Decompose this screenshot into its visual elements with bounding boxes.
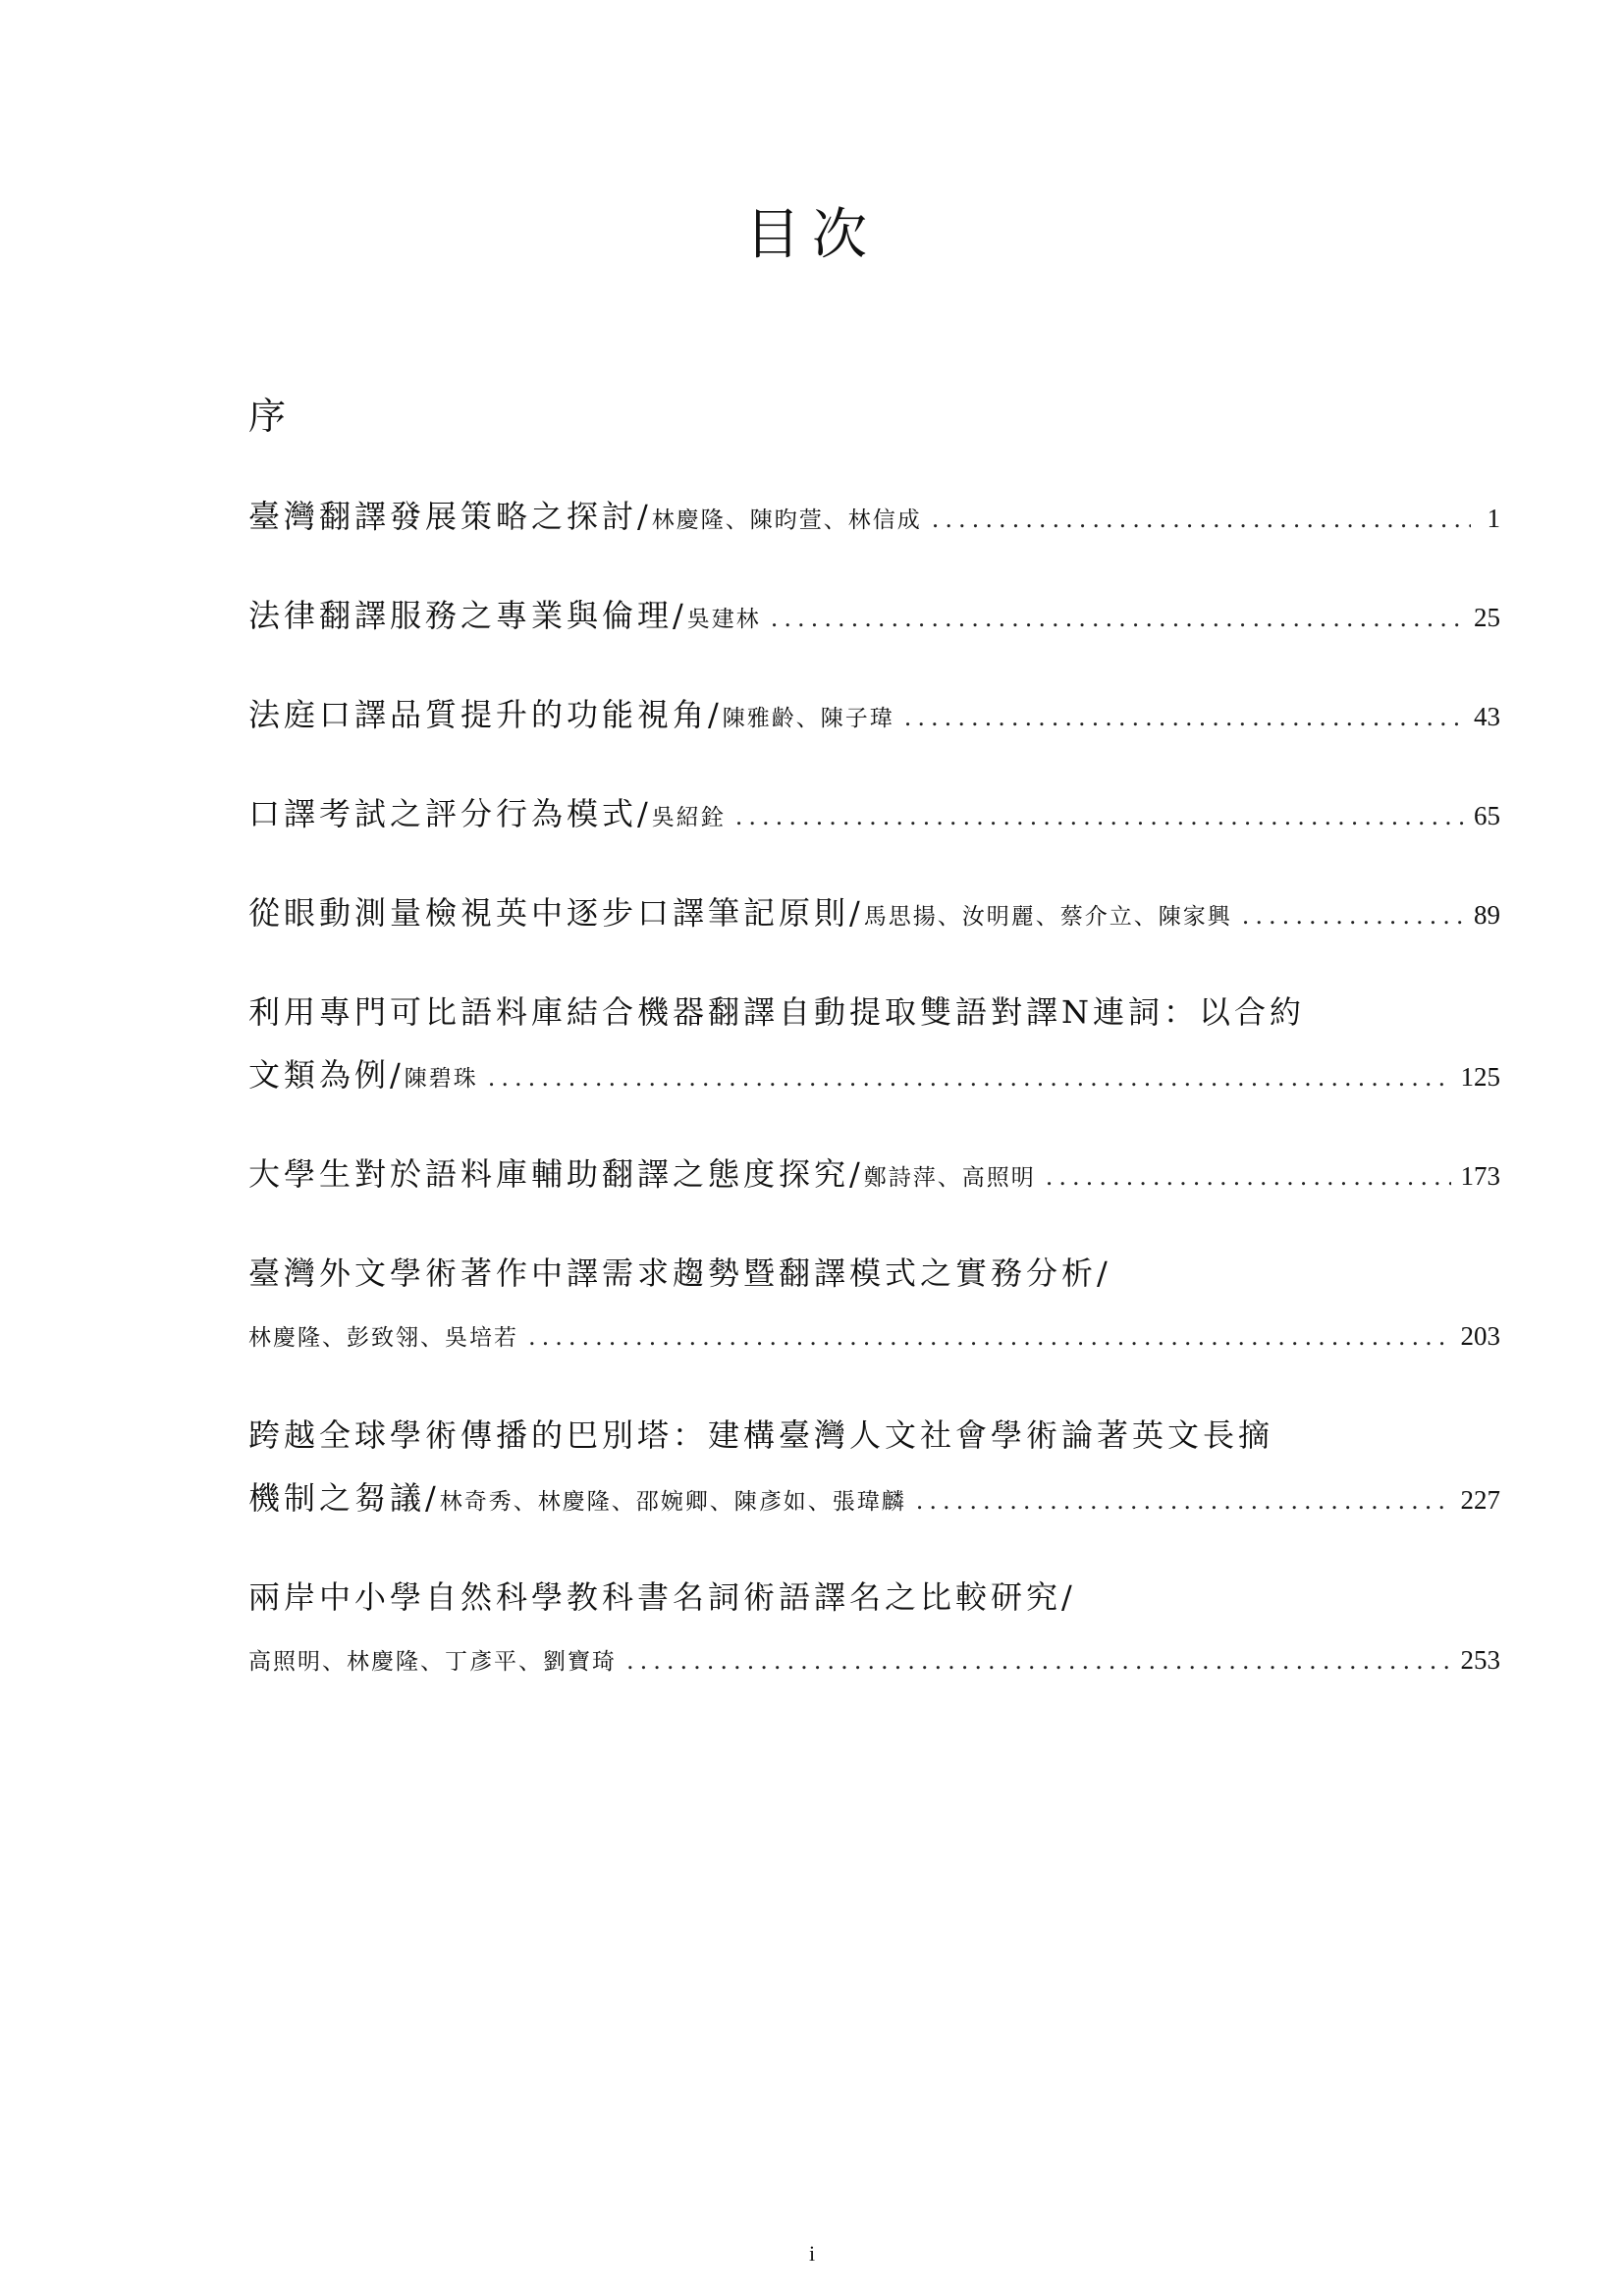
toc-preface[interactable]: 序 [248,395,287,438]
table-of-contents [248,497,1500,1739]
entry-title: 從眼動測量檢視英中逐步口譯筆記原則/ [248,894,864,932]
dot-leader [904,698,1464,737]
dot-leader [488,1058,1451,1097]
entry-authors: 吳建林 [686,607,761,632]
entry-page-number: 89 [1474,900,1500,930]
entry-authors: 陳雅齡、陳子瑋 [722,706,894,731]
toc-entry[interactable] [248,695,1500,734]
page-title: 目次 [745,203,879,267]
toc-entry[interactable] [248,992,1500,1095]
entry-page-number: 25 [1474,603,1500,632]
entry-title: 口譯考試之評分行為模式/ [248,795,652,832]
toc-line [248,1478,1500,1518]
entry-title-line-1: 兩岸中小學自然科學教科書名詞術語譯名之比較研究/ [248,1578,1076,1616]
dot-leader [916,1481,1451,1521]
entry-page-number: 173 [1460,1161,1500,1191]
entry-page-number: 227 [1460,1485,1500,1515]
dot-leader [528,1317,1451,1357]
entry-title: 臺灣翻譯發展策略之探討/ [248,498,652,535]
dot-leader [932,500,1471,539]
entry-title: 法庭口譯品質提升的功能視角/ [248,696,723,733]
toc-entry[interactable] [248,1154,1500,1194]
page-number-footer: i [808,2241,816,2266]
dot-leader [1046,1157,1451,1197]
toc-line [248,596,1500,635]
toc-entry[interactable] [248,1254,1500,1356]
entry-authors: 鄭詩萍、高照明 [863,1165,1036,1191]
toc-entry[interactable] [248,1577,1500,1680]
toc-entry[interactable] [248,596,1500,635]
dot-leader [735,797,1464,836]
toc-line [248,497,1500,536]
entry-authors: 高照明、林慶隆、丁彥平、劉寶琦 [248,1649,617,1675]
entry-page-number: 125 [1460,1062,1500,1092]
entry-authors: 陳碧珠 [404,1066,478,1092]
dot-leader [771,599,1464,638]
entry-page-number: 43 [1474,702,1500,731]
entry-title-line-1: 利用專門可比語料庫結合機器翻譯自動提取雙語對譯N連詞：以合約 [248,993,1306,1031]
dot-leader [626,1641,1451,1681]
toc-entry[interactable] [248,794,1500,833]
dot-leader [1242,896,1464,935]
entry-title-line-1: 臺灣外文學術著作中譯需求趨勢暨翻譯模式之實務分析/ [248,1255,1111,1292]
toc-line [248,893,1500,933]
entry-title-line-2: 機制之芻議/ [248,1479,440,1517]
entry-page-number: 1 [1487,504,1500,533]
entry-title-line-1: 跨越全球學術傳播的巴別塔：建構臺灣人文社會學術論著英文長摘 [248,1416,1274,1454]
entry-authors: 林奇秀、林慶隆、邵婉卿、陳彥如、張瑋麟 [439,1489,906,1515]
entry-authors: 馬思揚、汝明麗、蔡介立、陳家興 [863,904,1232,930]
entry-title: 大學生對於語料庫輔助翻譯之態度探究/ [248,1155,864,1193]
toc-line [248,1055,1500,1095]
entry-authors: 林慶隆、陳昀萱、林信成 [651,507,922,533]
toc-line [248,794,1500,833]
toc-entry[interactable] [248,893,1500,933]
entry-authors: 吳紹銓 [651,805,726,830]
entry-page-number: 203 [1460,1321,1500,1351]
toc-line [248,695,1500,734]
toc-line [248,1640,1500,1680]
toc-entry[interactable] [248,497,1500,536]
toc-line [248,1154,1500,1194]
entry-title-line-2: 文類為例/ [248,1056,405,1094]
entry-title: 法律翻譯服務之專業與倫理/ [248,597,687,634]
entry-page-number: 253 [1460,1645,1500,1675]
toc-entry[interactable] [248,1415,1500,1518]
entry-authors: 林慶隆、彭致翎、吳培若 [248,1325,518,1351]
toc-line [248,1316,1500,1356]
entry-page-number: 65 [1474,801,1500,830]
